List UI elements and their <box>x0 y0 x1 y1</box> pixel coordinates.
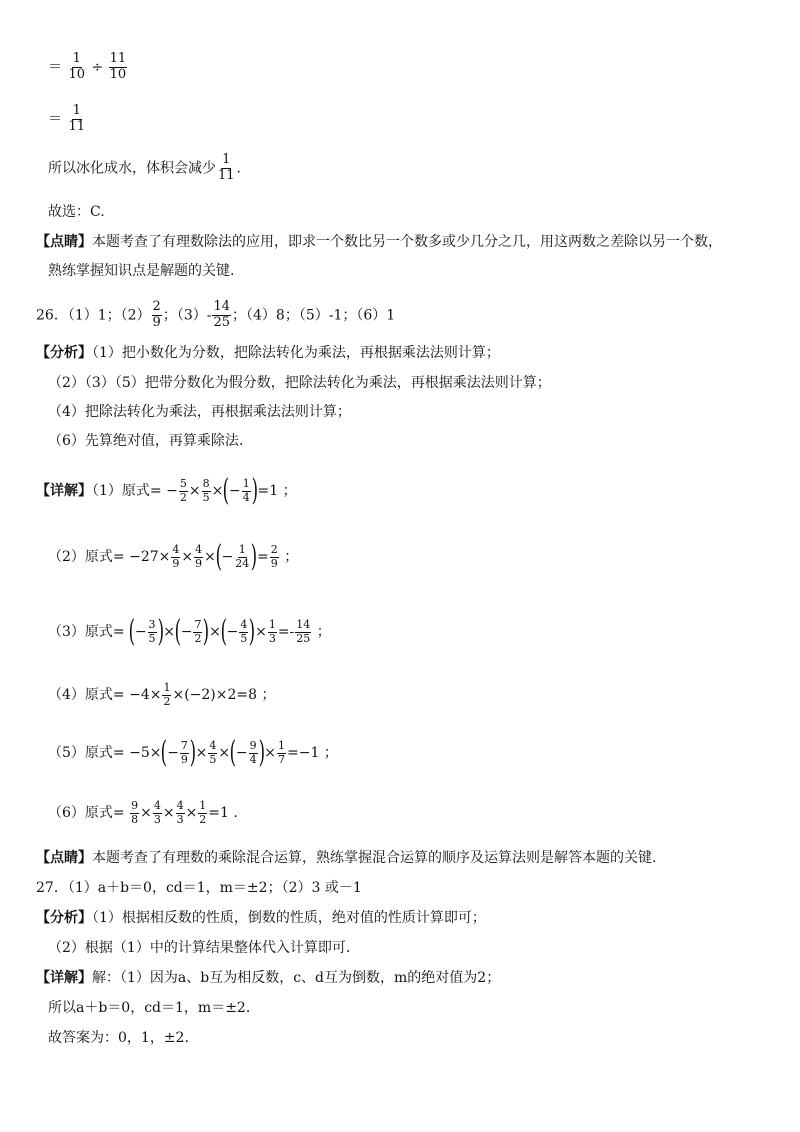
q26-analysis-line-2: （2）（3）（5）把带分数化为假分数，把除法转化为乘法，再根据乘法法则计算； <box>48 375 551 391</box>
q27-answer-line: 27．（1）a＋b＝0，cd＝1，m＝±2；（2）3 或－1 <box>36 880 362 896</box>
q26-detail-2: （2）原式= −27× $\frac{4}{9}$ × $\frac{4}{9}$ ×(− $\frac{1}{24}$ )= $\frac{2}{9}$ ； <box>48 539 299 574</box>
note-line-2: 熟练掌握知识点是解题的关键. <box>48 263 235 279</box>
fraction: $\frac{2}{9}$ <box>152 299 161 330</box>
note-line-1: 【点睛】本题考查了有理数除法的应用，即求一个数比另一个数多或少几分之几，用这两数之差除以另一个数， <box>36 234 722 250</box>
q27-analysis-line-2: （2）根据（1）中的计算结果整体代入计算即可. <box>48 940 351 956</box>
equation-line-2: ＝ $\frac{1}{11}$ <box>48 103 85 134</box>
detail-tag: 【详解】 <box>36 483 92 499</box>
formula: −27× $\frac{4}{9}$ × $\frac{4}{9}$ ×(− $\frac{1}{24}$ )= $\frac{2}{9}$ <box>129 539 278 574</box>
detail-tag: 【详解】 <box>36 970 92 986</box>
q27-detail-line-2: 所以a＋b＝0，cd＝1，m＝±2. <box>48 1000 251 1016</box>
q26-analysis-line-1: 【分析】（1）把小数化为分数，把除法转化为乘法，再根据乘法法则计算； <box>36 345 500 361</box>
q26-comment: 【点睛】本题考查了有理数的乘除混合运算，熟练掌握混合运算的顺序及运算法则是解答本题的关键. <box>36 850 657 866</box>
q26-detail-4: （4）原式= −4× $\frac{1}{2}$ ×(−2)×2=8 ； <box>48 681 276 708</box>
q26-detail-3: （3）原式= (− $\frac{3}{5}$ )×(− $\frac{7}{2}$ )×(− $\frac{4}{5}$ )× $\frac{1}{3}$ =- $\frac{14}{25}$ ； <box>48 614 331 649</box>
formula: −5×(− $\frac{7}{9}$ )× $\frac{4}{5}$ ×(− $\frac{9}{4}$ )× $\frac{1}{7}$ =−1 <box>129 735 320 770</box>
fraction: $\frac{1}{10}$ <box>68 51 85 82</box>
fraction: $\frac{14}{25}$ <box>213 299 231 330</box>
formula: −4× $\frac{1}{2}$ ×(−2)×2=8 <box>129 681 258 708</box>
fraction: $\frac{1}{11}$ <box>218 152 235 183</box>
q27-detail-line-1: 【详解】解：（1）因为a、b互为相反数，c、d互为倒数，m的绝对值为2； <box>36 970 501 986</box>
q26-answer-line: 26．（1）1；（2） $\frac{2}{9}$ ；（3）- $\frac{14}{25}$ ；（4）8；（5）-1；（6）1 <box>36 299 396 330</box>
q26-detail-5: （5）原式= −5×(− $\frac{7}{9}$ )× $\frac{4}{5}$ ×(− $\frac{9}{4}$ )× $\frac{1}{7}$ =−1 ； <box>48 735 338 770</box>
comment-tag: 【点睛】 <box>36 850 92 866</box>
formula: $\frac{9}{8}$ × $\frac{4}{3}$ × $\frac{4}{3}$ × $\frac{1}{2}$ =1 <box>131 799 229 826</box>
equation-line-1: ＝ $\frac{1}{10}$ ÷ $\frac{11}{10}$ <box>48 51 127 82</box>
formula: − $\frac{5}{2}$ × $\frac{8}{5}$ ×(− $\frac{1}{4}$ )=1 <box>166 473 279 508</box>
analysis-tag: 【分析】 <box>36 345 92 361</box>
formula: (− $\frac{3}{5}$ )×(− $\frac{7}{2}$ )×(− $\frac{4}{5}$ )× $\frac{1}{3}$ =- $\frac{14}{25}$ <box>128 614 311 649</box>
q27-detail-line-3: 故答案为：0，1，±2. <box>48 1030 189 1046</box>
q26-detail-6: （6）原式= $\frac{9}{8}$ × $\frac{4}{3}$ × $\frac{4}{3}$ × $\frac{1}{2}$ =1 . <box>48 799 238 826</box>
q27-analysis-line-1: 【分析】（1）根据相反数的性质，倒数的性质，绝对值的性质计算即可； <box>36 910 486 926</box>
conclusion-line: 所以冰化成水，体积会减少 $\frac{1}{11}$ . <box>48 152 241 183</box>
analysis-tag: 【分析】 <box>36 910 92 926</box>
q26-analysis-line-3: （4）把除法转化为乘法，再根据乘法法则计算； <box>48 404 351 420</box>
fraction: $\frac{1}{11}$ <box>68 103 85 134</box>
note-tag: 【点睛】 <box>36 234 92 250</box>
q26-analysis-line-4: （6）先算绝对值，再算乘除法. <box>48 433 244 449</box>
answer-line: 故选：C. <box>48 204 105 220</box>
q26-detail-1: 【详解】（1）原式= − $\frac{5}{2}$ × $\frac{8}{5}$ ×(− $\frac{1}{4}$ )=1 ； <box>36 473 297 508</box>
fraction: $\frac{11}{10}$ <box>109 51 127 82</box>
